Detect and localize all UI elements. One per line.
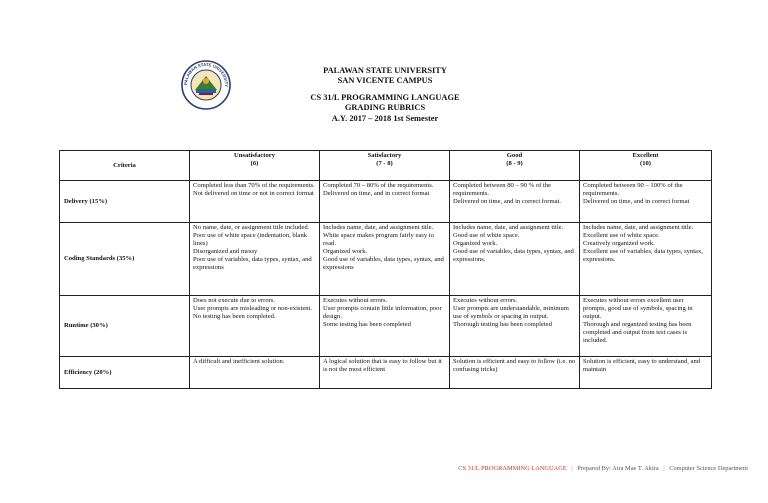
rubric-cell: No name, date, or assignment title included. Poor use of white space (indentation, blank lines) Disorganized and messy Poor use of variables, data types, syntax, and expressions [190, 223, 320, 296]
criterion-delivery: Delivery (15%) [60, 181, 190, 223]
rubric-cell: Executes without errors excellent user prompts, good use of symbols, spacing in output. Thorough and organized testing has been completed and output from test cases is included. [580, 296, 712, 357]
rubric-cell: A difficult and inefficient solution. [190, 357, 320, 389]
rubric-cell: Completed between 90 – 100% of the requirements. Delivered on time, and in correct format [580, 181, 712, 223]
page-footer [458, 465, 748, 472]
rubric-cell: Does not execute due to errors. User prompts are misleading or non-existent. No testing has been completed. [190, 296, 320, 357]
grading-rubric-table [59, 150, 712, 389]
rubric-cell: Completed between 80 – 90 % of the requirements. Delivered on time, and in correct format. [450, 181, 580, 223]
table-row [60, 296, 712, 357]
level-header-satisfactory: Satisfactory (7 - 8) [320, 151, 450, 181]
rubric-cell: A logical solution that is easy to follow but it is not the most efficient [320, 357, 450, 389]
footer-separator: | [571, 465, 573, 472]
level-header-unsatisfactory: Unsatisfactory (6) [190, 151, 320, 181]
university-seal-logo [181, 60, 231, 110]
rubric-cell: Includes name, date, and assignment title. White space makes program fairly easy to read. Organized work. Good use of variables, data types, syntax, and expressions [320, 223, 450, 296]
svg-text:PALAWAN STATE UNIVERSITY: PALAWAN STATE UNIVERSITY [182, 61, 230, 88]
academic-year: A.Y. 2017 – 2018 1st Semester [331, 113, 439, 123]
level-header-good: Good (8 - 9) [450, 151, 580, 181]
rubric-cell: Executes without errors. User prompts contain little information, poor design. Some testing has been completed [320, 296, 450, 357]
criteria-column-header: Criteria [60, 151, 190, 181]
table-header-row [60, 151, 712, 181]
document-title: GRADING RUBRICS [344, 103, 426, 113]
criterion-efficiency: Efficiency (20%) [60, 357, 190, 389]
university-name: PALAWAN STATE UNIVERSITY [323, 66, 447, 75]
rubric-cell: Completed less than 70% of the requirements. Not delivered on time or not in correct format [190, 181, 320, 223]
rubric-cell: Solution is efficient and easy to follow (i.e. no confusing tricks) [450, 357, 580, 389]
criterion-coding-standards: Coding Standards (35%) [60, 223, 190, 296]
criterion-runtime: Runtime (30%) [60, 296, 190, 357]
table-row [60, 181, 712, 223]
footer-department: Computer Science Department [669, 465, 748, 472]
table-row [60, 223, 712, 296]
rubric-cell: Completed 70 – 80% of the requirements. Delivered on time, and in correct format [320, 181, 450, 223]
table-row [60, 357, 712, 389]
level-header-excellent: Excellent (10) [580, 151, 712, 181]
rubric-cell: Executes without errors. User prompts are understandable, minimum use of symbols or spacing in output. Thorough testing has been completed [450, 296, 580, 357]
footer-prepared-by: Prepared By: Aira Mae T. Akira [577, 465, 659, 472]
rubric-cell: Includes name, date, and assignment title. Excellent use of white space. Creatively organized work. Excellent use of variables, data types, syntax, expressions. [580, 223, 712, 296]
rubric-cell: Solution is efficient, easy to understand, and maintain [580, 357, 712, 389]
footer-course: CS 31/L PROGRAMMING LANGUAGE [458, 465, 567, 472]
rubric-cell: Includes name, date, and assignment title. Good use of white space. Organized work. Good use of variables, data types, syntax, and expressions. [450, 223, 580, 296]
footer-separator: | [663, 465, 665, 472]
document-header [240, 66, 530, 124]
course-title: CS 31/L PROGRAMMING LANGUAGE [310, 92, 460, 102]
campus-name: SAN VICENTE CAMPUS [337, 76, 433, 86]
